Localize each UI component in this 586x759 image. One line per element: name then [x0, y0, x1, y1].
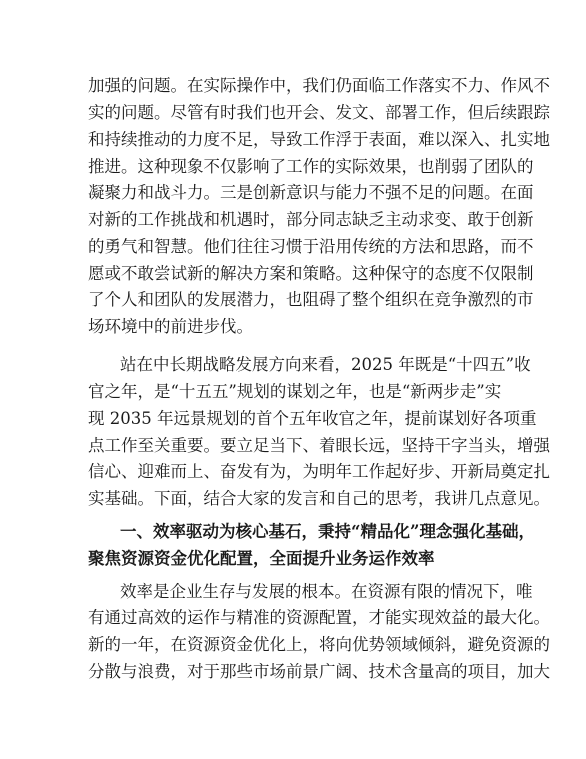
- text-line: 和持续推动的力度不足，导致工作浮于表面，难以深入、扎实地: [88, 130, 550, 149]
- text-line: 愿或不敢尝试新的解决方案和策略。这种保守的态度不仅限制: [88, 264, 534, 283]
- text-line: 了个人和团队的发展潜力，也阻碍了整个组织在竞争激烈的市: [88, 290, 534, 309]
- text-line: 站在中长期战略发展方向来看，2025 年既是“十四五”收: [120, 355, 531, 374]
- text-line: 凝聚力和战斗力。三是创新意识与能力不强不足的问题。在面: [88, 183, 534, 202]
- text-line: 的勇气和智慧。他们往往习惯于沿用传统的方法和思路，而不: [88, 237, 534, 256]
- text-line: 对新的工作挑战和机遇时，部分同志缺乏主动求变、敢于创新: [88, 210, 534, 229]
- text-line: 新的一年，在资源资金优化上，将向优势领域倾斜，避免资源的: [88, 635, 550, 654]
- text-line: 加强的问题。在实际操作中，我们仍面临工作落实不力、作风不: [88, 76, 550, 95]
- section-heading: 一、效率驱动为核心基石，秉持“精品化”理念强化基础，: [120, 522, 535, 541]
- section-heading: 聚焦资源资金优化配置，全面提升业务运作效率: [88, 549, 435, 568]
- text-line: 官之年，是“十五五”规划的谋划之年，也是“新两步走”实: [88, 382, 502, 401]
- text-line: 实的问题。尽管有时我们也开会、发文、部署工作，但后续跟踪: [88, 103, 550, 122]
- text-line: 有通过高效的运作与精准的资源配置，才能实现效益的最大化。: [88, 608, 550, 627]
- text-line: 实基础。下面，结合大家的发言和自己的思考，我讲几点意见。: [88, 489, 550, 508]
- text-line: 场环境中的前进步伐。: [88, 317, 253, 336]
- text-line: 分散与浪费，对于那些市场前景广阔、技术含量高的项目，加大: [88, 662, 550, 681]
- text-line: 现 2035 年远景规划的首个五年收官之年，提前谋划好各项重: [88, 409, 537, 428]
- text-line: 效率是企业生存与发展的根本。在资源有限的情况下，唯: [120, 582, 533, 601]
- text-line: 推进。这种现象不仅影响了工作的实际效果，也削弱了团队的: [88, 157, 534, 176]
- text-line: 点工作至关重要。要立足当下、着眼长远，坚持干字当头，增强: [88, 436, 550, 455]
- text-line: 信心、迎难而上、奋发有为，为明年工作起好步、开新局奠定扎: [88, 462, 550, 481]
